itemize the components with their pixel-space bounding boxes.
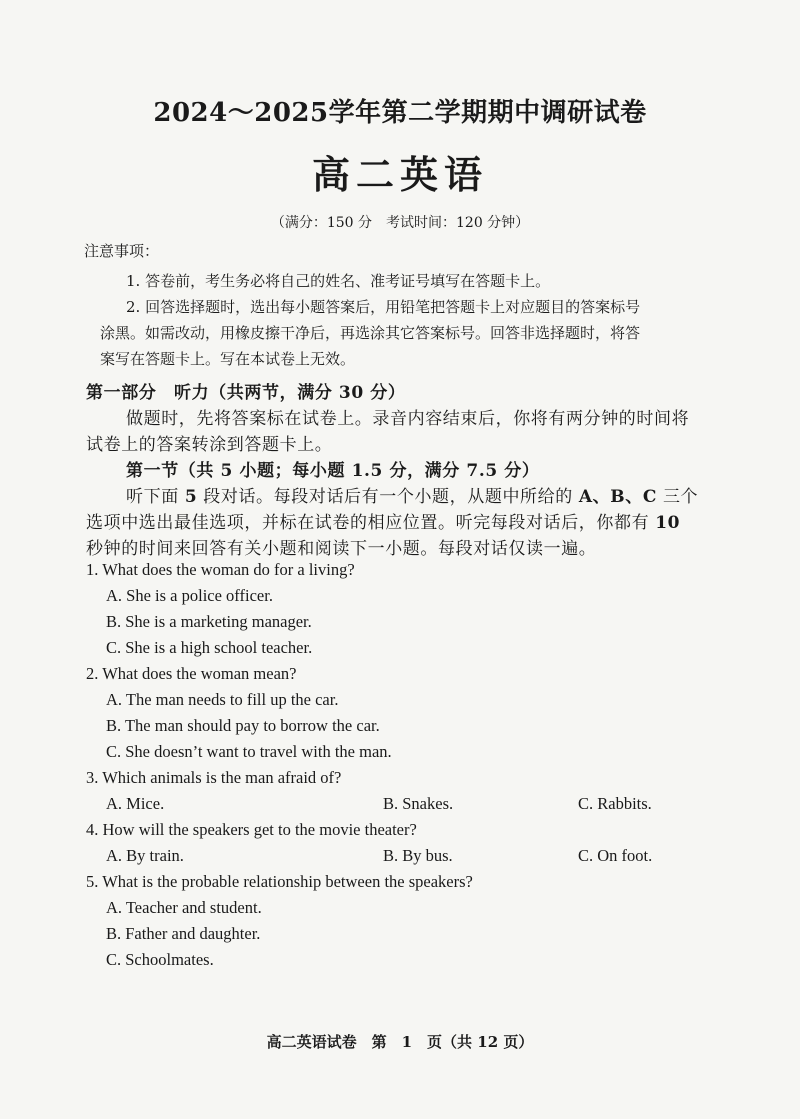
question-4: 4. How will the speakers get to the movie theater? xyxy=(86,820,417,839)
instr-text: 听下面 xyxy=(126,487,185,507)
q2-option-b: B. The man should pay to borrow the car. xyxy=(106,716,380,735)
q4-option-c: C. On foot. xyxy=(578,846,653,865)
q1-option-c: C. She is a high school teacher. xyxy=(106,638,313,657)
note-item-2-line3: 案写在答题卡上。写在本试卷上无效。 xyxy=(100,350,356,368)
q3-option-a: A. Mice. xyxy=(106,794,165,813)
section1-instr-line3: 秒钟的时间来回答有关小题和阅读下一小题。每段对话仅读一遍。 xyxy=(86,539,597,559)
part1-intro-line2: 试卷上的答案转涂到答题卡上。 xyxy=(86,435,333,455)
q4-option-a: A. By train. xyxy=(106,846,184,865)
part1-title: 第一部分 听力（共两节，满分 30 分） xyxy=(86,383,406,403)
question-1: 1. What does the woman do for a living? xyxy=(86,560,355,579)
q5-option-b: B. Father and daughter. xyxy=(106,924,261,943)
q2-option-a: A. The man needs to fill up the car. xyxy=(106,690,339,709)
question-2: 2. What does the woman mean? xyxy=(86,664,297,683)
instr-seconds: 10 xyxy=(655,513,681,533)
section1-title: 第一节（共 5 小题；每小题 1.5 分，满分 7.5 分） xyxy=(126,461,540,481)
exam-title: 2024～2025学年第二学期期中调研试卷 xyxy=(153,98,647,128)
instr-count: 5 xyxy=(184,487,198,507)
note-item-2-line1: 2. 回答选择题时，选出每小题答案后，用铅笔把答题卡上对应题目的答案标号 xyxy=(126,298,641,316)
question-3: 3. Which animals is the man afraid of? xyxy=(86,768,342,787)
q2-option-c: C. She doesn’t want to travel with the man. xyxy=(106,742,392,761)
note-item-1: 1. 答卷前，考生务必将自己的姓名、准考证号填写在答题卡上。 xyxy=(126,272,551,290)
q1-option-b: B. She is a marketing manager. xyxy=(106,612,312,631)
q5-option-a: A. Teacher and student. xyxy=(106,898,262,917)
instr-text: 选项中选出最佳选项，并标在试卷的相应位置。听完每段对话后，你都有 xyxy=(86,513,656,533)
q1-option-a: A. She is a police officer. xyxy=(106,586,273,605)
part1-intro-line1: 做题时，先将答案标在试卷上。录音内容结束后，你将有两分钟的时间将 xyxy=(126,409,690,429)
notes-title: 注意事项： xyxy=(84,242,160,260)
instr-text: 段对话。每段对话后有一个小题，从题中所给的 xyxy=(197,487,579,507)
score-time-info: （满分：150 分 考试时间：120 分钟） xyxy=(270,215,530,231)
q3-option-b: B. Snakes. xyxy=(383,794,454,813)
instr-text: 三个 xyxy=(656,487,699,507)
subject-title: 高二英语 xyxy=(311,152,488,197)
note-item-2-line2: 涂黑。如需改动，用橡皮擦干净后，再选涂其它答案标号。回答非选择题时，将答 xyxy=(100,324,641,342)
q3-option-c: C. Rabbits. xyxy=(578,794,652,813)
page-footer: 高二英语试卷 第 1 页（共 12 页） xyxy=(266,1033,534,1051)
section1-instr-line2 xyxy=(86,508,680,533)
q4-option-b: B. By bus. xyxy=(383,846,453,865)
instr-options: A、B、C xyxy=(578,487,657,507)
section1-instr-line1 xyxy=(126,482,698,507)
question-5: 5. What is the probable relationship between the speakers? xyxy=(86,872,473,891)
q5-option-c: C. Schoolmates. xyxy=(106,950,214,969)
